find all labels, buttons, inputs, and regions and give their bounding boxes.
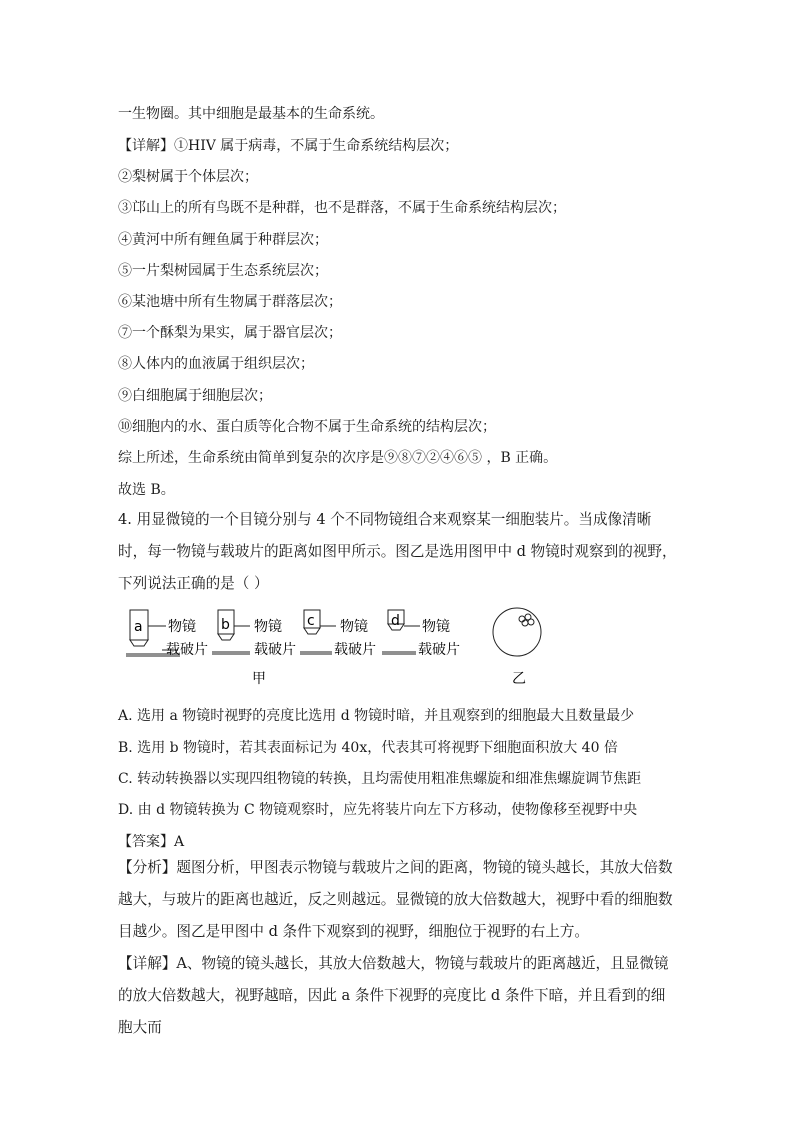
- option-b: B. 选用 b 物镜时，若其表面标记为 40x，代表其可将视野下细胞面积放大 40 倍: [118, 740, 618, 756]
- microscope-figure: [120, 604, 560, 688]
- option-c: C. 转动转换器以实现四组物镜的转换，且均需使用粗准焦螺旋和细准焦螺旋调节焦距: [118, 771, 642, 787]
- text-line: ⑧人体内的血液属于组织层次；: [118, 356, 314, 372]
- svg-text:载破片: 载破片: [166, 642, 208, 658]
- text-line: ③邙山上的所有鸟既不是种群，也不是群落，不属于生命系统结构层次；: [118, 200, 566, 216]
- question-stem: 4. 用显微镜的一个目镜分别与 4 个不同物镜组合来观察某一细胞装片。当成像清晰时，每一物镜与载玻片的距离如图甲所示。图乙是选用图甲中 d 物镜时观察到的视野，下列说法正确的是（ ）: [118, 511, 677, 592]
- option-a: A. 选用 a 物镜时视野的亮度比选用 d 物镜时暗，并且观察到的细胞最大且数量最少: [118, 708, 635, 724]
- caption-yi: 乙: [512, 671, 526, 687]
- svg-text:物镜: 物镜: [168, 619, 196, 635]
- svg-text:载破片: 载破片: [254, 642, 296, 658]
- answer: 【答案】A: [118, 834, 185, 850]
- objective-lens-b: [218, 610, 282, 640]
- text-line: ⑤一片梨树园属于生态系统层次；: [118, 263, 328, 279]
- svg-text:c: c: [307, 613, 315, 629]
- text-line: ②梨树属于个体层次；: [118, 169, 258, 185]
- caption-jia: 甲: [252, 671, 266, 687]
- text-line: 故选 B。: [118, 482, 175, 498]
- svg-text:b: b: [221, 617, 230, 633]
- text-line: 一生物圈。其中细胞是最基本的生命系统。: [118, 106, 384, 122]
- objective-lens-c: [304, 610, 368, 635]
- svg-text:载破片: 载破片: [418, 642, 460, 658]
- analysis: 【分析】题图分析，甲图表示物镜与载玻片之间的距离，物镜的镜头越长，其放大倍数越大，与玻片的距离也越近，反之则越远。显微镜的放大倍数越大，视野中看的细胞数目越少。图乙是甲图中 d 条件下观察到的视野，细胞位于视野的右上方。: [118, 859, 673, 940]
- text-line: ⑨白细胞属于细胞层次；: [118, 388, 272, 404]
- svg-text:a: a: [134, 619, 143, 635]
- text-line: ⑥某池塘中所有生物属于群落层次；: [118, 294, 342, 310]
- figure-yi: [493, 608, 541, 687]
- svg-text:物镜: 物镜: [422, 619, 450, 635]
- slide-labels: [126, 641, 460, 658]
- text-line: ⑩细胞内的水、蛋白质等化合物不属于生命系统的结构层次；: [118, 419, 496, 435]
- figure-jia: [126, 610, 460, 687]
- svg-text:物镜: 物镜: [254, 619, 282, 635]
- svg-text:载破片: 载破片: [334, 642, 376, 658]
- objective-lens-d: [388, 610, 450, 635]
- objective-lens-a: [130, 610, 196, 646]
- text-line: 综上所述，生命系统由简单到复杂的次序是⑨⑧⑦②④⑥⑤ ，B 正确。: [118, 450, 558, 466]
- svg-text:物镜: 物镜: [340, 619, 368, 635]
- text-line: 【详解】①HIV 属于病毒，不属于生命系统结构层次；: [118, 138, 459, 154]
- detail: 【详解】A、物镜的镜头越长，其放大倍数越大，物镜与载玻片的距离越近，且显微镜的放大倍数越大，视野越暗，因此 a 条件下视野的亮度比 d 条件下暗，并且看到的细胞大而: [118, 955, 669, 1036]
- text-line: ⑦一个酥梨为果实，属于器官层次；: [118, 325, 342, 341]
- svg-text:d: d: [391, 613, 400, 629]
- option-d: D. 由 d 物镜转换为 C 物镜观察时，应先将装片向左下方移动，使物像移至视野中央: [118, 802, 638, 818]
- text-line: ④黄河中所有鲤鱼属于种群层次；: [118, 232, 328, 248]
